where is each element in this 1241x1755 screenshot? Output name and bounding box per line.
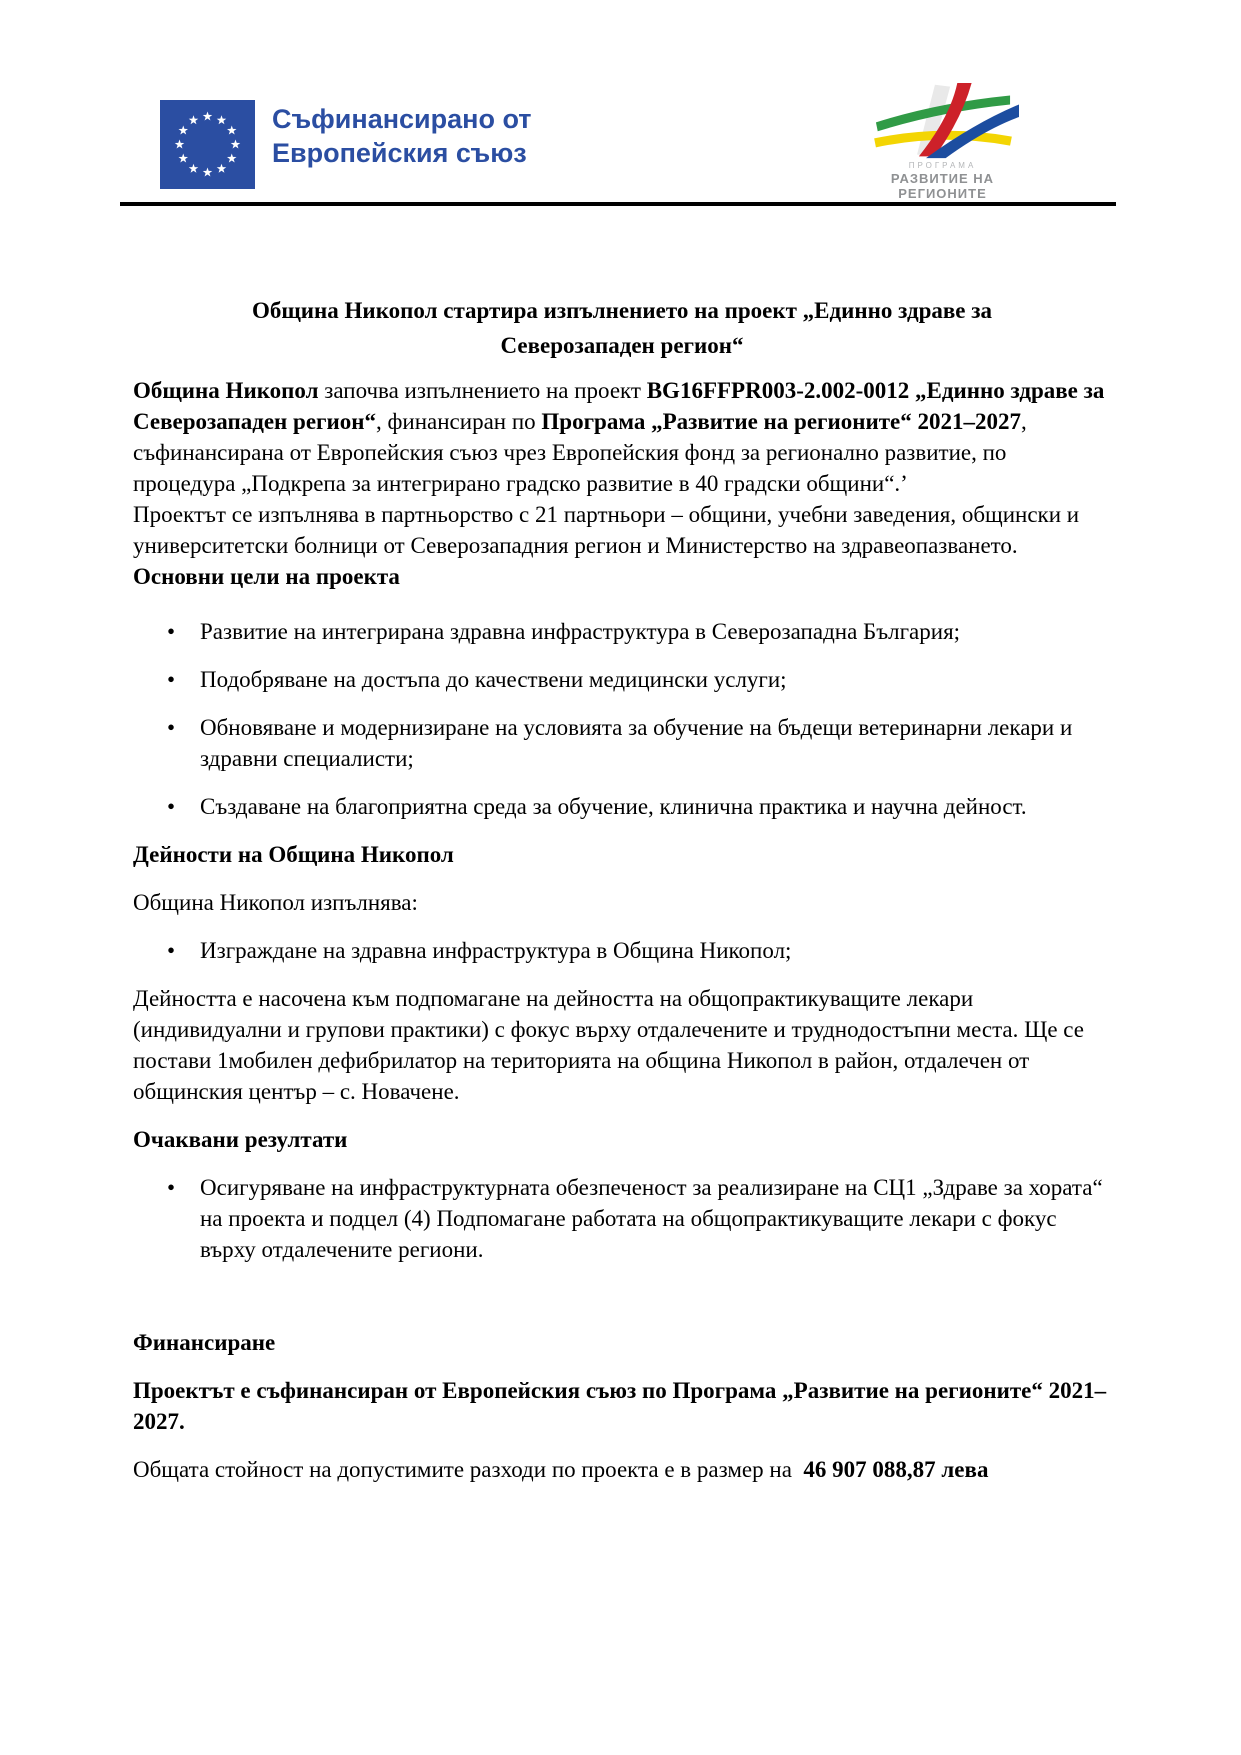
document-title-line1: Община Никопол стартира изпълнението на проект „Единно здраве за [251,298,992,323]
total-cost-paragraph: Общата стойност на допустимите разходи по проекта е в размер на 46 907 088,87 лева [133,1457,989,1482]
list-item: • Развитие на интегрирана здравна инфраструктура в Северозападна България; [200,616,1111,647]
goals-list [133,616,1111,822]
financing-heading: Финансиране [133,1330,276,1355]
header-divider [120,202,1116,206]
ribbons-icon [863,83,1023,159]
eu-logo-text-line1: Съфинансирано от [272,104,532,134]
eu-logo-text-line2: Европейския съюз [272,138,527,168]
document-title-line2: Северозападен регион“ [500,333,744,358]
list-item: • Създаване на благоприятна среда за обучение, клинична практика и научна дейност. [200,791,1111,822]
list-item: • Подобряване на достъпа до качествени медицински услуги; [200,664,1111,695]
partnership-paragraph: Проектът се изпълнява в партньорство с 21 партньори – общини, учебни заведения, общински и университетски болници от Северозападния регион и Министерство на здравеопазването. [133,502,1080,558]
document-title [133,293,1111,363]
list-item: • Осигуряване на инфраструктурната обезпеченост за реализиране на СЦ1 „Здраве за хората“ на проекта и подцел (4) Подпомагане работата на общопрактикуващите лекари с фокус върху отдалечените региони. [200,1172,1111,1265]
eu-flag-icon [160,100,255,189]
activities-detail-paragraph: Дейността е насочена към подпомагане на дейността на общопрактикуващите лекари (индивидуални и групови практики) с фокус върху отдалечените и труднодостъпни места. Ще се постави 1мобилен дефибрилатор на територията на община Никопол в район, отдалечен от общинския център – с. Новачене. [133,986,1084,1104]
document-content [133,293,1111,1485]
financing-paragraph: Проектът е съфинансиран от Европейския съюз по Програма „Развитие на регионите“ 2021–2027. [133,1378,1107,1434]
list-item: • Изграждане на здравна инфраструктура в Община Никопол; [200,935,1111,966]
eu-logo-text [272,102,532,170]
results-list [133,1172,1111,1265]
program-logo-large-label: РАЗВИТИЕ НА РЕГИОНИТЕ [890,171,995,201]
program-logo [845,83,1040,201]
goals-heading: Основни цели на проекта [133,564,400,589]
activities-list [133,935,1111,966]
list-item: • Обновяване и модернизиране на условията за обучение на бъдещи ветеринарни лекари и здравни специалисти; [200,712,1111,774]
activities-intro: Община Никопол изпълнява: [133,890,418,915]
intro-paragraph: Община Никопол започва изпълнението на проект BG16FFPR003-2.002-0012 „Единно здраве за Северозападен регион“, финансиран по Програма „Развитие на регионите“ 2021–2027, съфинансирана от Европейския съюз чрез Европейския фонд за регионално развитие, по процедура „Подкрепа за интегрирано градско развитие в 40 градски общини“.’ [133,378,1105,496]
results-heading: Очаквани резултати [133,1127,348,1152]
program-logo-small-label: ПРОГРАМА [908,161,977,170]
activities-heading: Дейности на Община Никопол [133,842,454,867]
eu-logo [160,100,532,189]
